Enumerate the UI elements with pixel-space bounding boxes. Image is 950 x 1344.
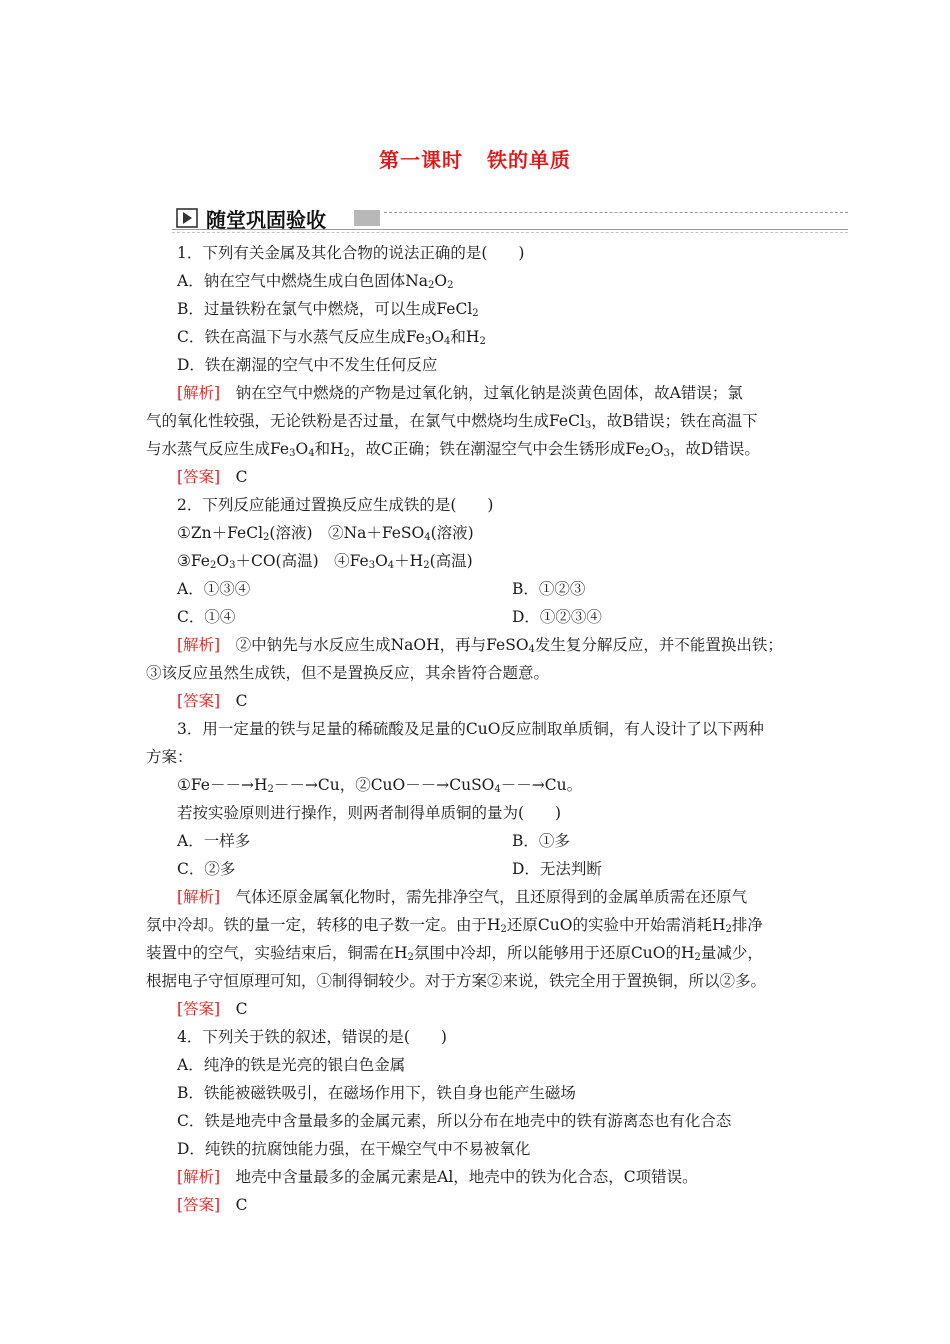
question-4-option-b: B．铁能被磁铁吸引，在磁场作用下，铁自身也能产生磁场 xyxy=(177,1084,576,1102)
question-3-analysis-line-2: 氛中冷却。铁的量一定，转移的电子数一定。由于$H_2$还原CuO的实验中开始需消耗$H_2$排净 xyxy=(146,916,763,935)
question-3-option-b: B．①多 xyxy=(512,832,570,850)
question-1-analysis-line-3: 与水蒸气反应生成$Fe_3O_4$和$H_2$，故C正确；铁在潮湿空气中会生锈形成$Fe_2O_3$，故D错误。 xyxy=(146,440,760,459)
question-1-stem: 1．下列有关金属及其化合物的说法正确的是( ) xyxy=(177,244,525,262)
question-3-scheme: $①Fe--\to H_2--\to Cu$，②CuO－－→CuSO$_4$－－→Cu。 xyxy=(177,776,583,795)
answer-tag: [答案] xyxy=(177,1000,221,1018)
question-2-items-2: $③Fe_2O_3+CO$(高温) $④Fe_3O_4+H_2$(高温) xyxy=(177,552,473,571)
section-header xyxy=(172,200,848,234)
section-rule-bottom xyxy=(172,229,848,230)
section-decor-block xyxy=(354,210,380,226)
question-4-stem: 4．下列关于铁的叙述，错误的是( ) xyxy=(177,1028,447,1046)
question-2-option-a: A．①③④ xyxy=(177,580,251,598)
question-3-option-d: D．无法判断 xyxy=(512,860,602,878)
analysis-tag: [解析] xyxy=(177,888,221,906)
question-2-option-d: D．①②③④ xyxy=(512,608,602,626)
question-2-stem: 2．下列反应能通过置换反应生成铁的是( ) xyxy=(177,496,494,514)
analysis-tag: [解析] xyxy=(177,1168,221,1186)
question-1-analysis-line-2: 气的氧化性较强，无论铁粉是否过量，在氯气中燃烧均生成FeCl$_3$，故B错误；铁在高温下 xyxy=(146,412,758,431)
question-1-answer: [答案] C xyxy=(177,468,248,486)
question-1-option-b: B．过量铁粉在氯气中燃烧，可以生成FeCl$_2$ xyxy=(177,300,479,319)
answer-tag: [答案] xyxy=(177,1196,221,1214)
question-4-option-c: C．铁是地壳中含量最多的金属元素，所以分布在地壳中的铁有游离态也有化合态 xyxy=(177,1112,732,1130)
question-3-option-c: C．②多 xyxy=(177,860,236,878)
question-2-analysis-line-2: ③该反应虽然生成铁，但不是置换反应，其余皆符合题意。 xyxy=(146,664,550,682)
question-1-option-d: D．铁在潮湿的空气中不发生任何反应 xyxy=(177,356,438,374)
question-2-analysis-line-1: [解析] ②中钠先与水反应生成NaOH，再与FeSO$_4$发生复分解反应，并不能置换出铁； xyxy=(177,636,783,655)
page-title: 第一课时 铁的单质 xyxy=(379,148,571,172)
question-4-option-d: D．纯铁的抗腐蚀能力强，在干燥空气中不易被氧化 xyxy=(177,1140,531,1158)
question-3-answer: [答案] C xyxy=(177,1000,248,1018)
question-3-analysis-line-4: 根据电子守恒原理可知，①制得铜较少。对于方案②来说，铁完全用于置换铜，所以②多。 xyxy=(146,972,767,990)
section-rule-bottom-dashed xyxy=(172,232,848,233)
play-arrow-icon xyxy=(176,208,198,228)
answer-tag: [答案] xyxy=(177,692,221,710)
analysis-tag: [解析] xyxy=(177,384,221,402)
question-2-option-c: C．①④ xyxy=(177,608,236,626)
question-3-analysis-line-1: [解析] 气体还原金属氧化物时，需先排净空气，且还原得到的金属单质需在还原气 xyxy=(177,888,748,906)
question-3-stem-line-2: 方案： xyxy=(146,748,193,766)
question-3-question: 若按实验原则进行操作，则两者制得单质铜的量为( ) xyxy=(177,804,562,822)
section-rule-top xyxy=(384,212,848,213)
answer-tag: [答案] xyxy=(177,468,221,486)
question-3-option-a: A．一样多 xyxy=(177,832,251,850)
question-3-stem-line-1: 3．用一定量的铁与足量的稀硫酸及足量的CuO反应制取单质铜，有人设计了以下两种 xyxy=(177,720,764,738)
section-label: 随堂巩固验收 xyxy=(206,208,326,232)
question-3-analysis-line-3: 装置中的空气，实验结束后，铜需在$H_2$氛围中冷却，所以能够用于还原CuO的$H_2$量减少， xyxy=(146,944,763,963)
question-2-answer: [答案] C xyxy=(177,692,248,710)
question-4-answer: [答案] C xyxy=(177,1196,248,1214)
question-4-option-a: A．纯净的铁是光亮的银白色金属 xyxy=(177,1056,406,1074)
question-4-analysis-line-1: [解析] 地壳中含量最多的金属元素是Al，地壳中的铁为化合态，C项错误。 xyxy=(177,1168,698,1186)
analysis-tag: [解析] xyxy=(177,636,221,654)
question-1-option-a: A．钠在空气中燃烧生成白色固体$Na_2O_2$ xyxy=(177,272,454,291)
question-1-option-c: C．铁在高温下与水蒸气反应生成$Fe_3O_4$和$H_2$ xyxy=(177,328,486,347)
question-2-items-1: ①Zn＋FeCl$_2$(溶液) ②Na＋FeSO$_4$(溶液) xyxy=(177,524,474,543)
question-2-option-b: B．①②③ xyxy=(512,580,586,598)
question-1-analysis-line-1: [解析] 钠在空气中燃烧的产物是过氧化钠，过氧化钠是淡黄色固体，故A错误；氯 xyxy=(177,384,743,402)
